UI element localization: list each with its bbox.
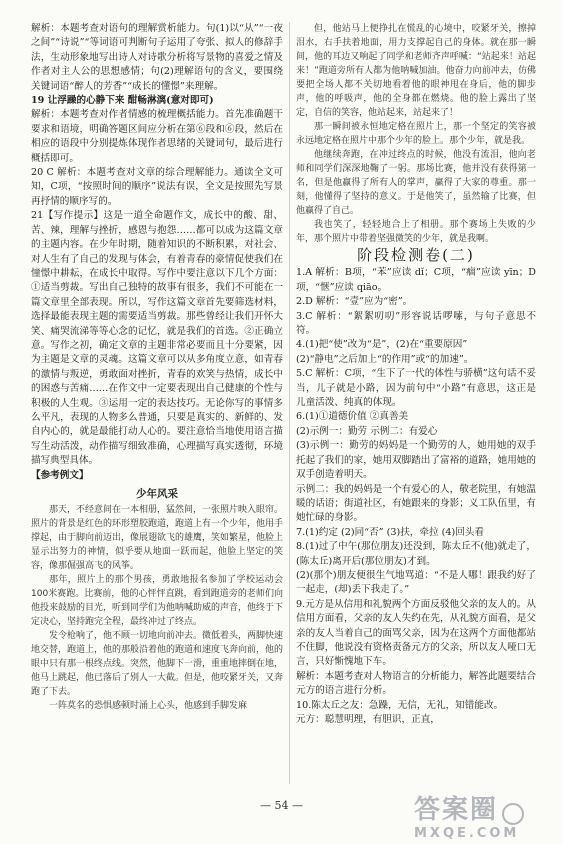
essay-paragraph: 那一瞬间被永恒地定格在照片上，那一个坚定的笑容被永远地定格在照片中那个少年的脸上。那个少年，就是我。 <box>296 122 536 146</box>
answer-2: 2.D 解析：“壹”应为“密”。 <box>296 296 413 308</box>
essay-continued <box>296 22 536 246</box>
watermark-text: 答案圈 <box>414 795 499 825</box>
answer-21: 21【写作提示】这是一道全命题作文，成长中的酸、甜、苦、辣，理解与挫折，感恩与抱怨……都可以成为这篇文章的主题内容。在少年时期，随着知识的不断积累，对社会、对人生有了自己的发现与体会，有着青春的豪情促使我们在憧憬中耕耘，在成长中取得。写作中要注意以下几个方面：①适当剪裁。写出自己独特的故事有很多，我们不可能在一篇文章里全部表现。所以，写作这篇文章首先要筛选材料，选择最能表现主题的需要适当剪裁。那些曾经让我们开怀大笑、痛哭流涕等等心念的记忆，就是我们的首选。②正确立意。写作之初，确定文章的主题非常必要而且十分要紧，因为主题是文章的灵魂。这篇文章可以从多角度立意，如青春的激情与叛逆，勇敢面对挫折，青春的欢笑与热情，成长中的困惑与苦痛……在作文中一定要表现出自己健康的个性与积极的人生观。③运用一定的表达技巧。无论你写的事情多么平凡，表现的人物多么普通，只要是真实的、新鲜的、发自内心的，就是最能打动人心的。要注意恰当地使用语言描写生动活泼，动作描写细致准确，心理描写真实透彻，环境描写典型具体。 <box>31 210 283 467</box>
answer-19-analysis: 解析：本题考查对作者情感的梳理概括能力。首先准确题干要求和语境，明确答题区间应分析在第⑥段和⑥段，然后在相应的语段中分别提炼体现作者思绪的关键词句，最后进行概括即可。 <box>31 109 283 164</box>
section-title: 阶段检测卷(二) <box>357 246 475 264</box>
answer-6-part3: (3)示例一：勤劳的妈妈是一个勤劳的人，她用她的双手托起了我们的家，她用双脚踏出了富裕的道路，她用她的双手创造着明天。 <box>296 440 536 481</box>
answer-8: 8.(1)过了中午(那位朋友)还没到，陈太丘不(他)就走了，(陈太丘)离开后(那位朋友)才到。 <box>296 541 536 567</box>
watermark-circle-icon <box>502 803 524 825</box>
right-column <box>296 22 536 727</box>
answer-4: 4.(1)把“使”改为“是”，(2)在“重要原因” <box>296 339 468 351</box>
answer-5: 5.C 解析：C项，“生下了一代的体性与骄横”这句话不妥当，儿子就是小路，因为前句中“小路”有意思，这正是儿童活泼、纯真的体现。 <box>296 368 536 409</box>
essay-title: 少年风采 <box>136 488 178 500</box>
answer-4-part2: (2)“静电”之后加上“的作用”或“的加速”。 <box>296 353 474 365</box>
answer-3: 3.C 解析：“絮絮叨叨”形容说话啰嗦，与句子意思不符。 <box>296 310 536 337</box>
answer-18-analysis: 解析：本题考查对语句的理解赏析能力。句(1)以“从”“一夜之间”“诗说”“等词语可判断句子运用了夸张、拟人的修辞手法，生动形象地写出诗人对诗歌分析将写景物的喜爱之情及作者对主人公的思想感情；句(2)理解语句的含义，要围绕关键词语“醉人的芳香”“成长的懂憬”来理解。 <box>31 23 283 92</box>
essay-body <box>31 503 283 713</box>
page-number: — 54 — <box>260 799 303 812</box>
essay-paragraph: 他继续奔跑，在冲过终点的时候，他没有流泪，他向老师和同学们深深地鞠了一躬。那场比赛，他并没有获得第一名，但是他赢得了所有人的掌声，赢得了大家的尊重。那一刻，他懂得了坚持的意义。于是他笑了，虽然输了比赛，但他赢得了自己。 <box>296 150 536 216</box>
answer-10: 10.陈太丘之友：急躁，无信，无礼，知错能改。 <box>296 699 504 711</box>
left-column <box>31 22 283 713</box>
essay-paragraph: 那年，照片上的那个男孩，勇敢地报名参加了学校运动会100米赛跑。比赛前，他的心怦怦直跳，看到跑道旁的老师们向他投来鼓励的目光，听到同学们为他呐喊助威的声音，他终于下定决心，坚持跑完全程，最终冲过了终点。 <box>31 575 284 628</box>
answer-20: 20 C 解析：本题考查对文章的综合理解能力。通读全文可知，C项，“按照时间的顺序”说法有误，全文是按照先写景再抒情的顺序写的。 <box>31 167 283 207</box>
answer-1: 1.A 解析：B项，“苯”应读 dǐ；C项，“痼”应读 yīn；D项，“惬”应读 qiāo。 <box>296 267 536 293</box>
reference-essay-label: 【参考例文】 <box>31 469 89 481</box>
answer-8-part2: (2)(那个)朋友便很生气地骂道：“不是人哪！跟我约好了一起走，(却)丢下我走了。” <box>296 569 536 596</box>
answer-6-part4: 示例二：我的妈妈是一个有爱心的人，敬老院里，有她温暖的话语；街道社区，有她跟来的身影；义工队伍里，有她忙碌的身影。 <box>296 483 536 524</box>
essay-paragraph: 我也笑了，轻轻地合上了相册。那个赛场上失败的少年，那个照片中带着坚强微笑的少年，就是我啊。 <box>296 220 536 244</box>
answer-9-analysis: 解析：本题考查对人物语言的分析能力，解答此题要结合元方的语言进行分析。 <box>296 670 536 697</box>
answer-9: 9.元方是从信用和礼貌两个方面反驳他父亲的友人的。从信用方面看，父亲的友人失约在先，从礼貌方面看，是父亲的友人当着自己的面骂父亲，因为在这两个方面他都站不住脚，他说没有资格责备元方的父亲，所以友人哑口无言，只好惭愧地下车。 <box>296 598 536 668</box>
essay-paragraph: 那天，不经意间在一本相册，猛然间，一张照片映入眼帘。照片的背景是红色的环形塑胶跑道，跑道上有一个少年，他用手撑起，由于脚向前迈出，像展翅欲飞的雄鹰，笑如繁星，他脸上显示出努力的神情，似乎要从地面一跃而起，他脸上坚定的笑容，像那倔强高飞的风筝。 <box>31 505 284 572</box>
watermark-logo <box>414 789 524 841</box>
answer-10-part2: 元方：聪慧明理，有胆识，正直， <box>296 714 440 725</box>
essay-paragraph: 一阵莫名的恐惧感顿时涌上心头，他感到手脚发麻 <box>49 701 248 712</box>
column-divider <box>289 22 290 784</box>
essay-paragraph: 但，他站马上便挣扎在慌乱的心境中，咬紧牙关，擦掉泪水，右手扶着地面，用力支撑起自己的身体。就在那一瞬间，他的耳边又响起了同学和老师齐声呼喊：“站起来！站起来！”跑道旁所有人都为他呐喊加油。他奋力向前冲去，仿佛要把全场人都不关切地看着他的眼神甩在身后，他的脚步声，他的呼吸声，他的全身都在燃烧。他的脸上露出了坚定，自信的笑容，他站起来，站起来了！ <box>296 24 536 118</box>
answer-6: 6.(1)①道德价值 ②真善美 <box>296 411 409 423</box>
answer-7: 7.(1)约定 (2)同“否” (3)扶，牵拉 (4)回头看 <box>296 526 485 538</box>
watermark-url: MXQE.COM <box>414 826 520 841</box>
essay-paragraph: 发令枪响了，他不顾一切地向前冲去。微低着头，两脚快速地交替，跑道上，他的那般沿着他的跑道和速度飞奔向前，他的眼中只有那一根终点线。突然，他脚下一滑，重重地摔倒在地，他马上跳起，他已落后了别人一大截。但是，他咬紧牙关，又奔跑了下去。 <box>31 631 284 698</box>
answer-6-part2: (2)示例一：勤劳 示例二：有爱心 <box>296 425 438 437</box>
answer-19: 19 让浮躁的心静下来 酣畅淋漓(意对即可) <box>31 95 214 107</box>
